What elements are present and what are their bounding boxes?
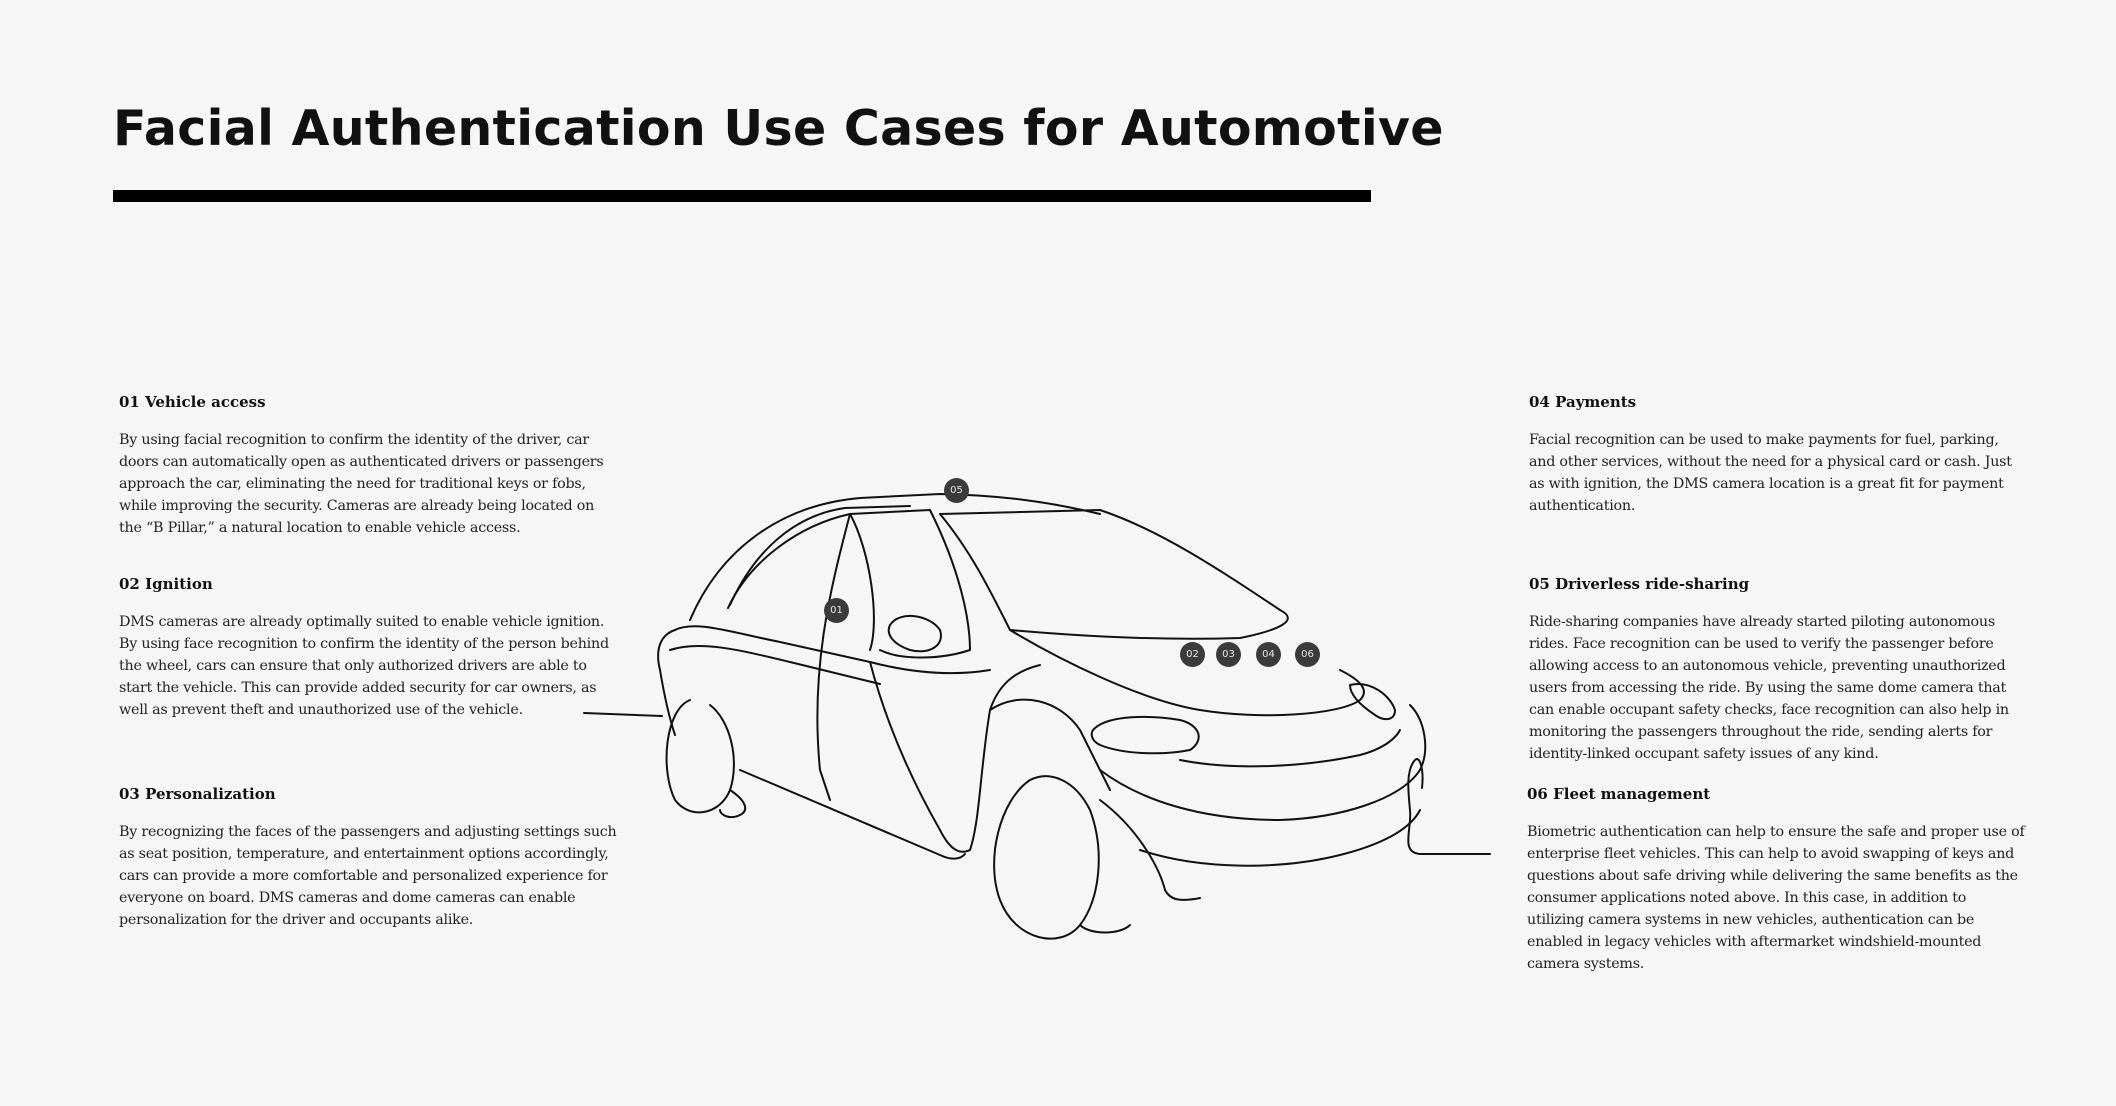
- camera-marker-05[interactable]: 05: [944, 478, 969, 503]
- use-case-heading: 04 Payments: [1529, 393, 1637, 411]
- use-case-heading: 02 Ignition: [119, 575, 213, 593]
- car-line-drawing: [580, 470, 1500, 970]
- use-case-heading: 05 Driverless ride-sharing: [1529, 575, 1750, 593]
- use-case-payments: [1529, 393, 2029, 517]
- use-case-fleet-management: [1527, 785, 2027, 975]
- camera-marker-04[interactable]: 04: [1256, 642, 1281, 667]
- use-case-text: Ride-sharing companies have already started piloting autonomous rides. Face recognition can be used to verify the passenger before allowing access to an autonomous vehicle, preventing unauthorized users from accessing the ride. By using the same dome camera that can enable occupant safety checks, face recognition can also help in monitoring the passengers throughout the ride, sending alerts for identity-linked occupant safety issues of any kind.: [1529, 614, 2009, 762]
- use-case-text: DMS cameras are already optimally suited to enable vehicle ignition. By using face recognition to confirm the identity of the person behind the wheel, cars can ensure that only authorized drivers are able to start the vehicle. This can provide added security for car owners, as well as prevent theft and unauthorized use of the vehicle.: [119, 614, 609, 718]
- use-case-heading: 03 Personalization: [119, 785, 276, 803]
- use-case-text: Facial recognition can be used to make payments for fuel, parking, and other services, without the need for a physical card or cash. Just as with ignition, the DMS camera location is a great fit for payment authentication.: [1529, 432, 2012, 514]
- page-title: Facial Authentication Use Cases for Automotive: [113, 100, 1444, 157]
- use-case-text: Biometric authentication can help to ensure the safe and proper use of enterprise fleet vehicles. This can help to avoid swapping of keys and questions about safe driving while delivering the same benefits as the consumer applications noted above. In this case, in addition to utilizing camera systems in new vehicles, authentication can be enabled in legacy vehicles with aftermarket windshield-mounted camera systems.: [1527, 824, 2025, 972]
- use-case-personalization: [119, 785, 619, 931]
- use-case-heading: 01 Vehicle access: [119, 393, 266, 411]
- use-case-driverless-ride-sharing: [1529, 575, 2029, 765]
- camera-marker-06[interactable]: 06: [1295, 642, 1320, 667]
- use-case-heading: 06 Fleet management: [1527, 785, 1711, 803]
- title-underline: [113, 190, 1371, 202]
- use-case-text: By using facial recognition to confirm the identity of the driver, car doors can automatically open as authenticated drivers or passengers approach the car, eliminating the need for traditional keys or fobs, while improving the security. Cameras are already being located on the “B Pillar,” a natural location to enable vehicle access.: [119, 432, 604, 536]
- camera-marker-02[interactable]: 02: [1180, 642, 1205, 667]
- use-case-text: By recognizing the faces of the passengers and adjusting settings such as seat position, temperature, and entertainment options accordingly, cars can provide a more comfortable and personalized experience for everyone on board. DMS cameras and dome cameras can enable personalization for the driver and occupants alike.: [119, 824, 617, 928]
- camera-marker-01[interactable]: 01: [824, 598, 849, 623]
- camera-marker-03[interactable]: 03: [1216, 642, 1241, 667]
- use-case-ignition: [119, 575, 619, 721]
- use-case-vehicle-access: [119, 393, 619, 539]
